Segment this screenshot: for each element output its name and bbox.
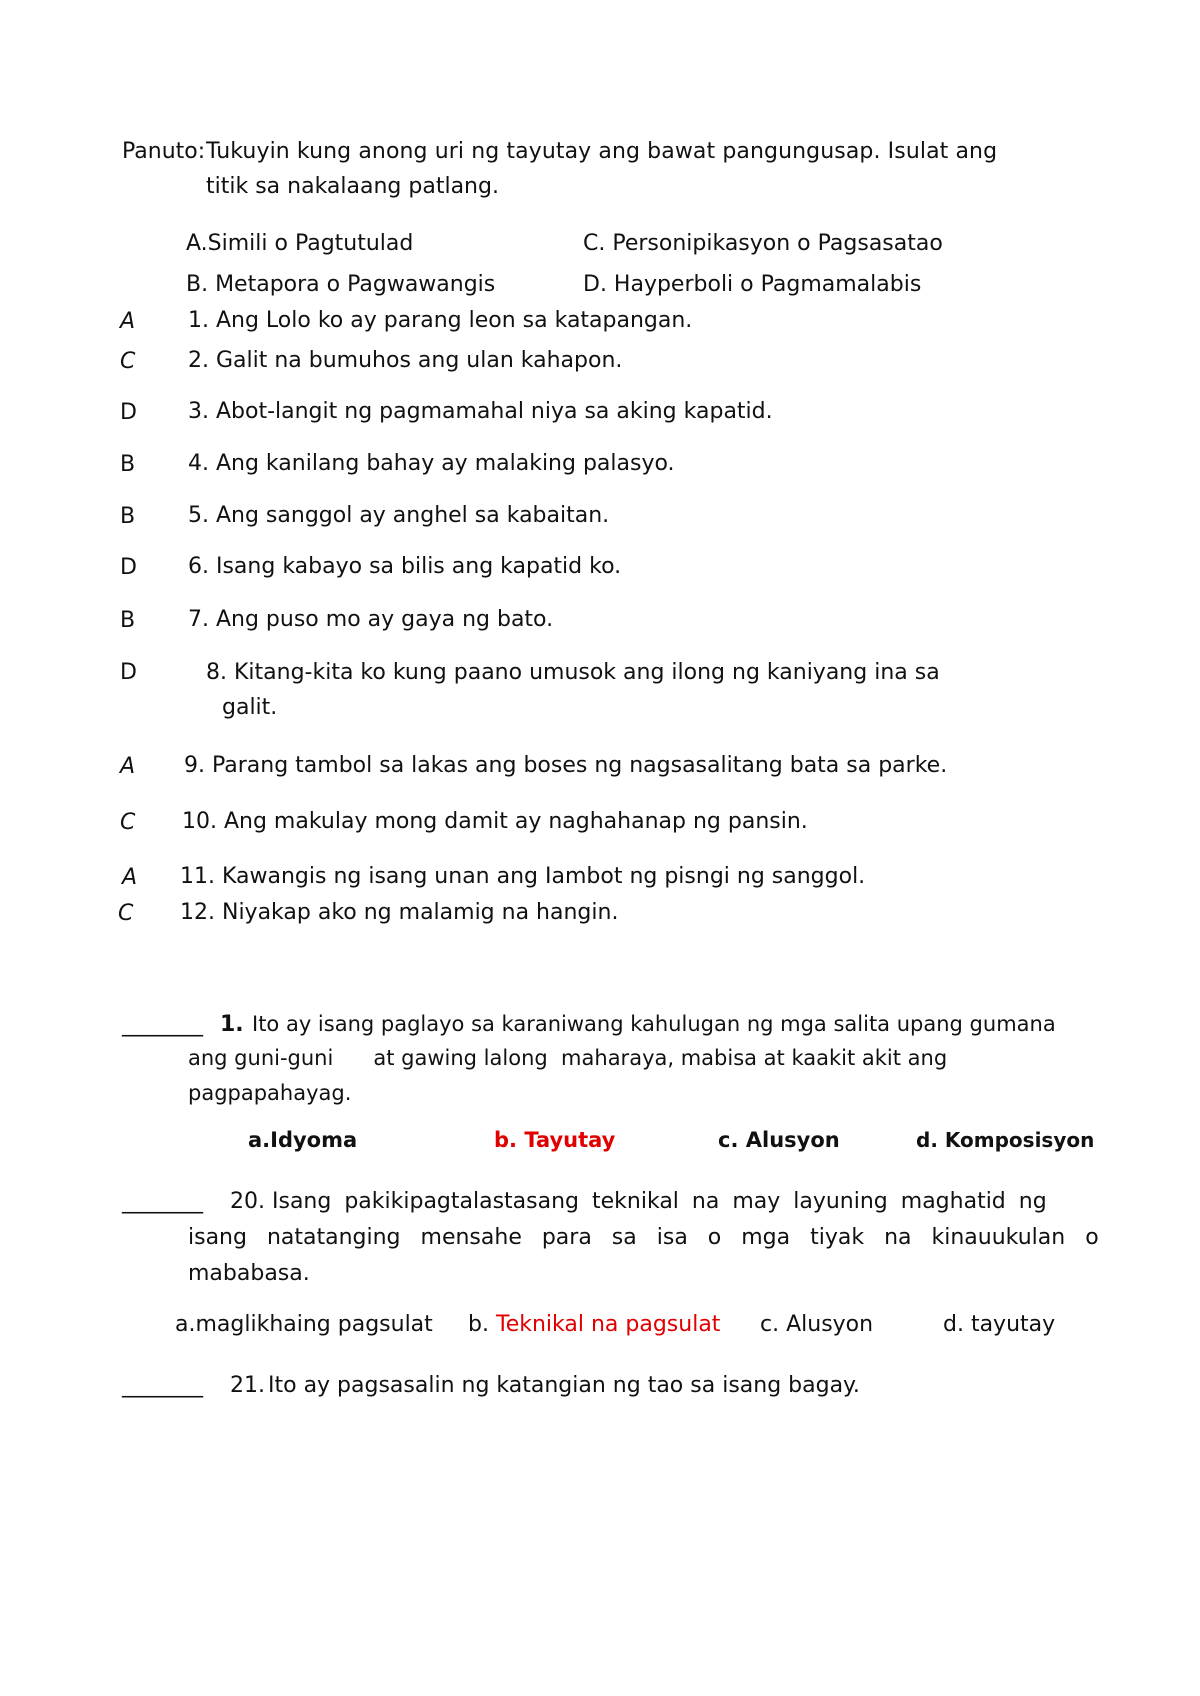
instructions-line-1: Tukuyin kung anong uri ng tayutay ang bawat pangungusap. Isulat ang — [206, 139, 998, 164]
option-c: c. Alusyon — [760, 1312, 874, 1337]
question-number: 21. — [230, 1373, 265, 1398]
item-text: 12. Niyakap ako ng malamig na hangin. — [180, 900, 619, 925]
item-text: 4. Ang kanilang bahay ay malaking palasyo. — [188, 451, 675, 476]
answer-blank: ________ — [122, 1373, 202, 1398]
item-answer: A — [122, 865, 138, 890]
option-a: a.Idyoma — [248, 1128, 358, 1152]
item-text: 5. Ang sanggol ay anghel sa kabaitan. — [188, 503, 610, 528]
item-text: 3. Abot-langit ng pagmamahal niya sa aking kapatid. — [188, 399, 773, 424]
question-line: mababasa. — [188, 1261, 310, 1286]
item-answer: A — [120, 754, 136, 779]
question-line: Isang pakikipagtalastasang teknikal na may layuning maghatid ng — [272, 1189, 1047, 1214]
item-text: 7. Ang puso mo ay gaya ng bato. — [188, 607, 554, 632]
item-answer: A — [120, 309, 136, 334]
option-d: d. tayutay — [943, 1312, 1056, 1337]
option-a: a.maglikhaing pagsulat — [175, 1312, 433, 1337]
question-line: pagpapahayag. — [188, 1081, 352, 1105]
option-d: d. Komposisyon — [916, 1128, 1095, 1152]
option-b-correct: Teknikal na pagsulat — [496, 1312, 721, 1337]
choice-c: C. Personipikasyon o Pagsasatao — [583, 231, 943, 256]
item-answer: D — [120, 660, 137, 685]
item-text: 8. Kitang-kita ko kung paano umusok ang ilong ng kaniyang ina sa — [206, 660, 940, 685]
item-answer: C — [120, 349, 136, 374]
item-answer: B — [120, 504, 136, 529]
item-answer: B — [120, 452, 136, 477]
question-line: Ito ay isang paglayo sa karaniwang kahulugan ng mga salita upang gumana — [252, 1012, 1056, 1036]
item-text: 11. Kawangis ng isang unan ang Iambot ng pisngi ng sanggol. — [180, 864, 866, 889]
choice-b: B. Metapora o Pagwawangis — [186, 272, 496, 297]
question-line: isang natatanging mensahe para sa isa o mga tiyak na kinauukulan o — [188, 1225, 1099, 1250]
instructions-line-2: titik sa nakalaang patlang. — [206, 174, 499, 199]
option-b-correct: b. Tayutay — [494, 1128, 616, 1152]
item-answer: D — [120, 555, 137, 580]
item-text: 10. Ang makulay mong damit ay naghahanap ng pansin. — [182, 809, 808, 834]
option-b-letter: b. — [468, 1312, 489, 1337]
answer-blank: ________ — [122, 1012, 202, 1037]
item-answer: C — [118, 901, 134, 926]
answer-blank: ________ — [122, 1189, 202, 1214]
question-number: 20. — [230, 1189, 265, 1214]
item-answer: B — [120, 608, 136, 633]
choice-a: A.Simili o Pagtutulad — [186, 231, 414, 256]
item-text: 2. Galit na bumuhos ang ulan kahapon. — [188, 348, 623, 373]
question-line: Ito ay pagsasalin ng katangian ng tao sa isang bagay. — [268, 1373, 860, 1398]
question-number: 1. — [220, 1012, 244, 1037]
question-line: ang guni-guni at gawing lalong maharaya, mabisa at kaakit akit ang — [188, 1046, 948, 1070]
instructions-label: Panuto: — [122, 139, 206, 164]
item-text: 1. Ang Lolo ko ay parang leon sa katapangan. — [188, 308, 693, 333]
item-answer: C — [120, 810, 136, 835]
item-text: 9. Parang tambol sa lakas ang boses ng nagsasalitang bata sa parke. — [184, 753, 948, 778]
item-text-continued: galit. — [222, 695, 278, 720]
item-text: 6. Isang kabayo sa bilis ang kapatid ko. — [188, 554, 622, 579]
item-answer: D — [120, 400, 137, 425]
choice-d: D. Hayperboli o Pagmamalabis — [583, 272, 922, 297]
option-c: c. Alusyon — [718, 1128, 840, 1152]
